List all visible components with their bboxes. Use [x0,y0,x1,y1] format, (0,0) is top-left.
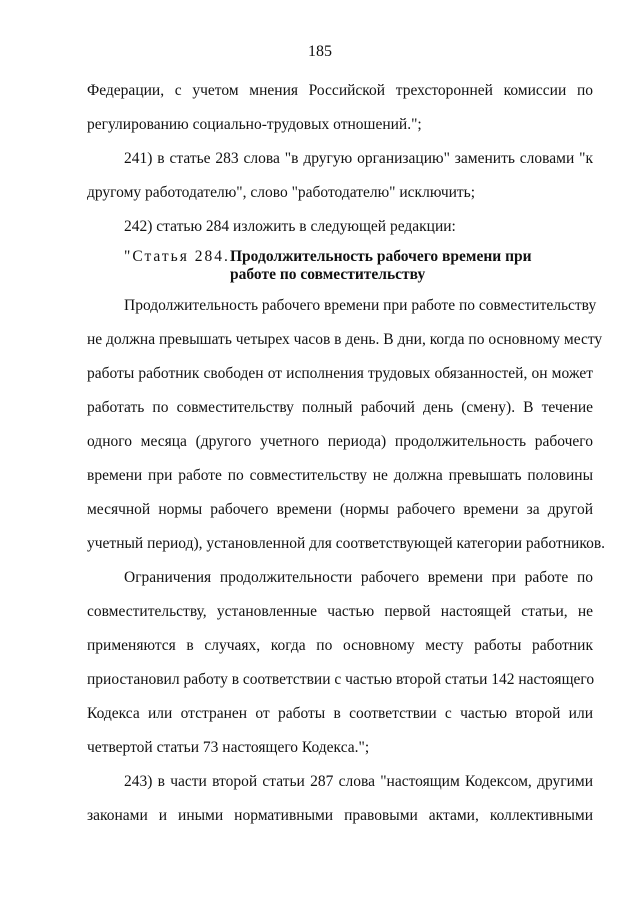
article-heading [87,248,593,296]
text-line: Федерации, с учетом мнения Российской трехсторонней комиссии по [87,82,593,99]
article-title-line: Продолжительность рабочего времени при [230,248,532,265]
text-line: не должна превышать четырех часов в день. В дни, когда по основному месту [87,331,603,348]
text-line: приостановил работу в соответствии с частью второй статьи 142 настоящего [87,671,595,688]
text-line: Продолжительность рабочего времени при работе по совместительству [124,297,597,314]
text-line: другому работодателю", слово "работодателю" исключить; [87,184,476,201]
text-line: применяются в случаях, когда по основному месту работы работник [87,637,593,654]
text-line: 242) статью 284 изложить в следующей редакции: [124,218,456,235]
text-line: совместительству, установленные частью первой настоящей статьи, не [87,603,593,620]
text-line: четвертой статьи 73 настоящего Кодекса."; [87,739,370,756]
text-line: 243) в части второй статьи 287 слова "настоящим Кодексом, другими [124,773,593,790]
text-line: законами и иными нормативными правовыми актами, коллективными [87,807,593,824]
article-label: "Статья 284. [124,248,230,265]
text-line: времени при работе по совместительству не должна превышать половины [87,467,593,484]
text-line: работать по совместительству полный рабочий день (смену). В течение [87,399,593,416]
document-body [87,81,606,840]
page-number: 185 [308,43,332,60]
text-line: работы работник свободен от исполнения трудовых обязанностей, он может [87,365,593,382]
text-line: месячной нормы рабочего времени (нормы рабочего времени за другой [87,501,593,518]
article-title-line: работе по совместительству [230,266,426,283]
text-line: 241) в статье 283 слова "в другую организацию" заменить словами "к [124,150,593,167]
text-line: Кодекса или отстранен от работы в соответствии с частью второй или [87,705,593,722]
article-title [230,248,532,296]
text-line: учетный период), установленной для соответствующей категории работников. [87,535,606,552]
text-line: Ограничения продолжительности рабочего времени при работе по [124,569,593,586]
text-line: регулированию социально-трудовых отношений."; [87,116,422,133]
text-line: одного месяца (другого учетного периода) продолжительность рабочего [87,433,593,450]
